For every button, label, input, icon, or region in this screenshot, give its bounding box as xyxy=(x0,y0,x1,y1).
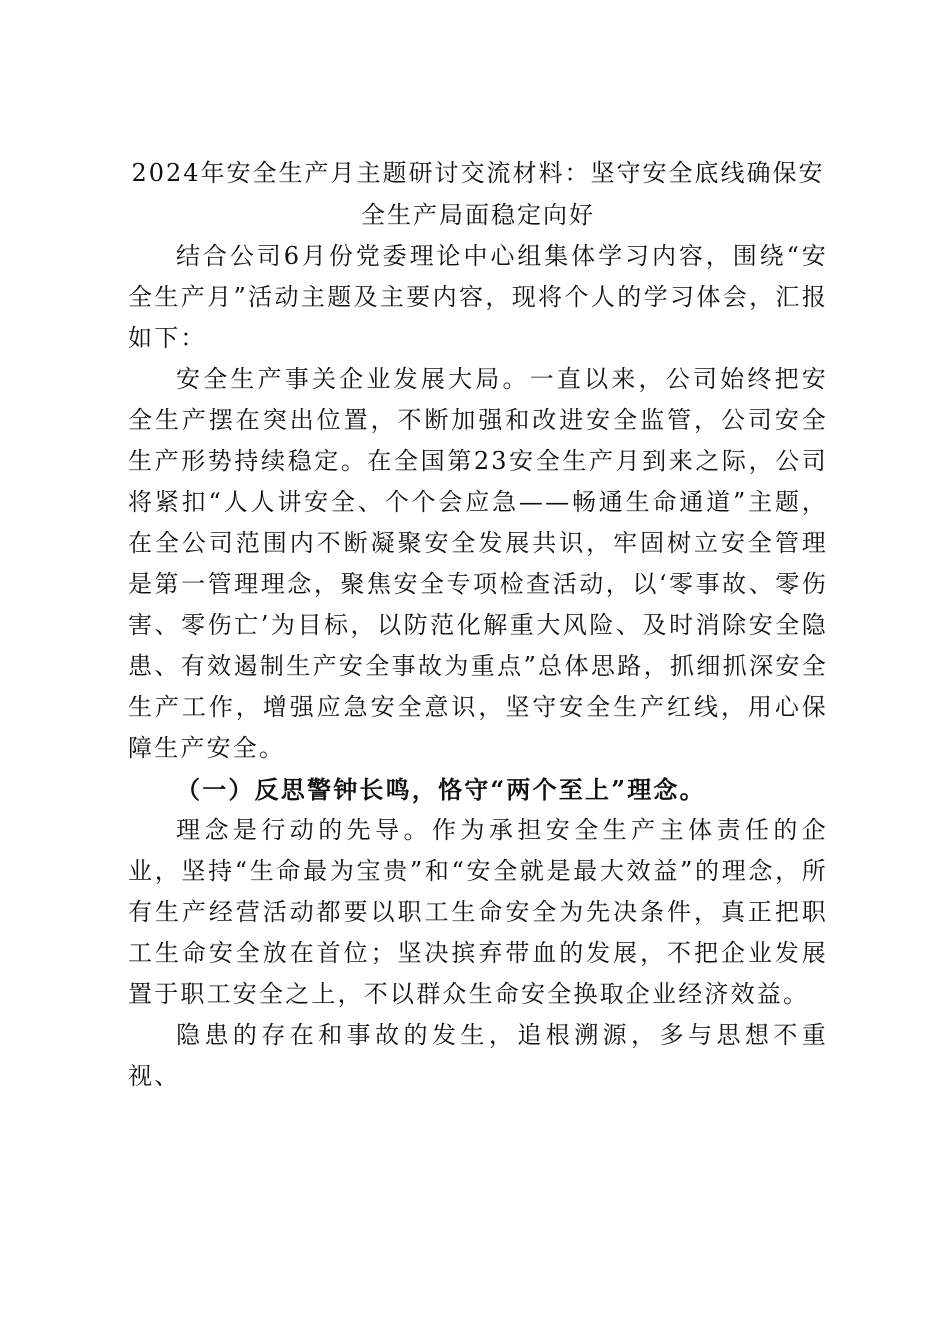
overview-paragraph: 安全生产事关企业发展大局。一直以来，公司始终把安全生产摆在突出位置，不断加强和改进安全监管，公司安全生产形势持续稳定。在全国第23安全生产月到来之际，公司将紧扣“人人讲安全、个个会应急——畅通生命通道”主题，在全公司范围内不断凝聚安全发展共识，牢固树立安全管理是第一管理理念，聚焦安全专项检查活动，以‘零事故、零伤害、零伤亡’为目标，以防范化解重大风险、及时消除安全隐患、有效遏制生产安全事故为重点”总体思路，抓细抓深安全生产工作，增强应急安全意识，坚守安全生产红线，用心保障生产安全。 xyxy=(128,365,828,762)
section-paragraph: 理念是行动的先导。作为承担安全生产主体责任的企业，坚持“生命最为宝贵”和“安全就是最大效益”的理念，所有生产经营活动都要以职工生命安全为先决条件，真正把职工生命安全放在首位；坚决摈弃带血的发展，不把企业发展置于职工安全之上，不以群众生命安全换取企业经济效益。 xyxy=(128,816,828,1008)
section-heading: （一）反思警钟长鸣，恪守“两个至上”理念。 xyxy=(176,775,706,804)
section-paragraph: 隐患的存在和事故的发生，追根溯源，多与思想不重视、 xyxy=(128,1021,828,1090)
intro-paragraph: 结合公司6月份党委理论中心组集体学习内容，围绕“安全生产月”活动主题及主要内容，现将个人的学习体会，汇报如下： xyxy=(128,242,828,352)
document-title: 2024年安全生产月主题研讨交流材料：坚守安全底线确保安全生产局面稳定向好 xyxy=(131,159,825,229)
document-body xyxy=(128,152,828,1097)
